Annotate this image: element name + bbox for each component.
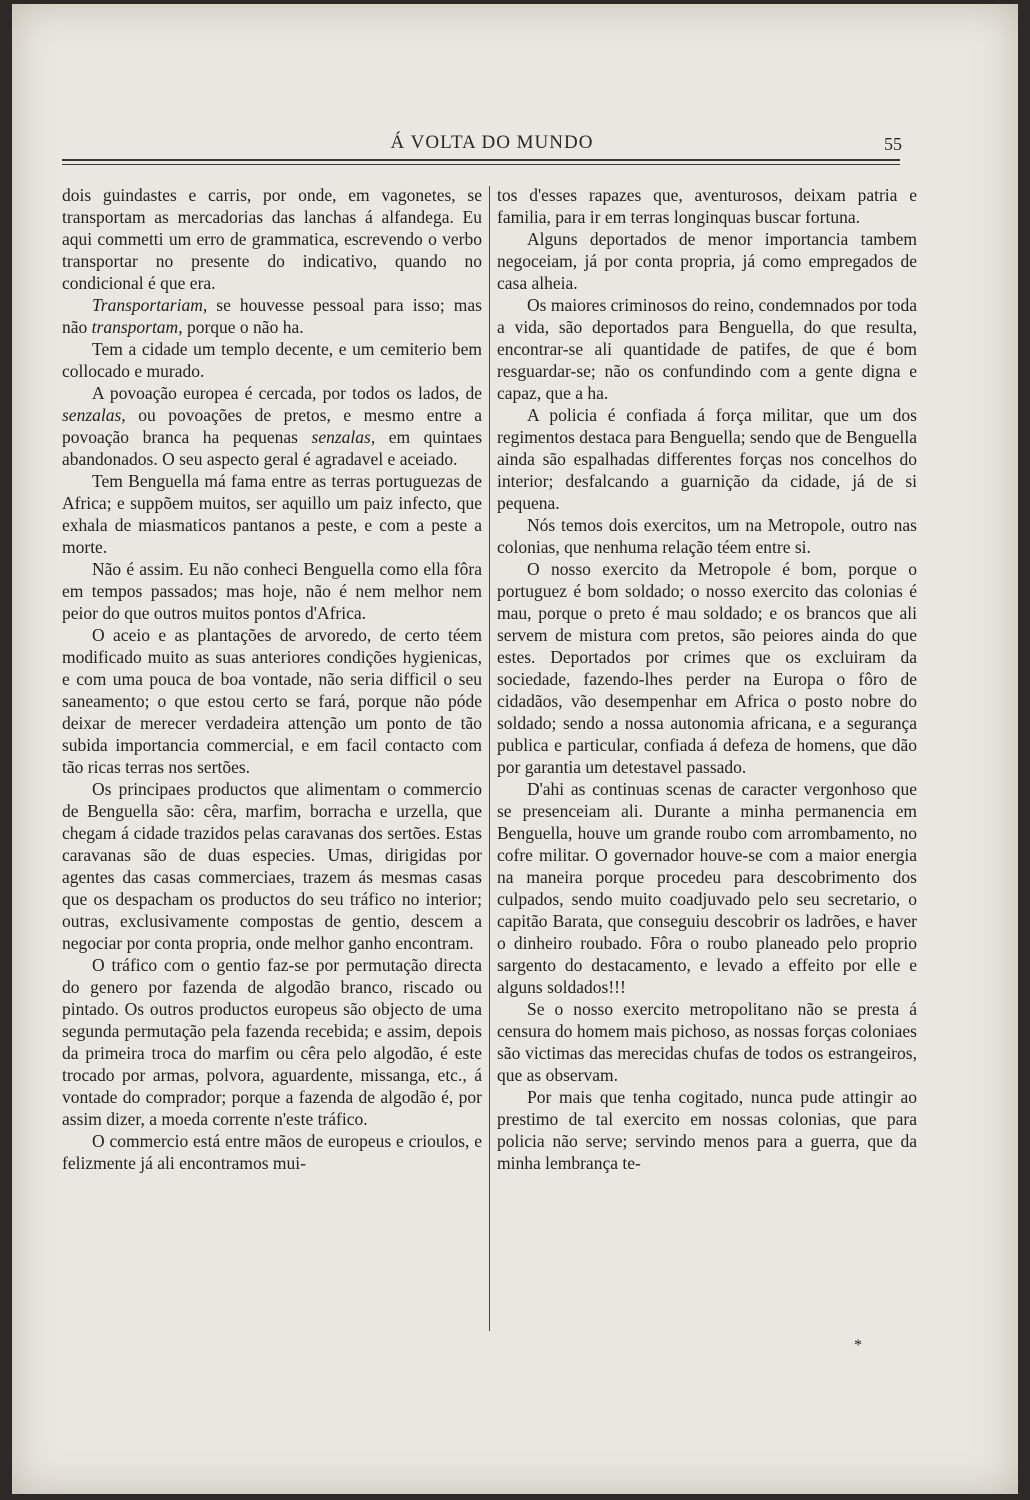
- paragraph: [62, 382, 482, 470]
- italic-text: Transportariam,: [92, 295, 208, 315]
- italic-text: transportam,: [91, 317, 183, 337]
- running-header: [62, 132, 922, 172]
- paragraph: O nosso exercito da Metropole é bom, porque o portuguez é bom soldado; o nosso exercito das colonias é mau, porque o preto é mau soldado; e os brancos que ali servem de mistura com pretos, são peiores ainda do que estes. Deportados por crimes que os excluiram da sociedade, fazendo-lhes perder na Europa o fôro de cidadãos, vão desempenhar em Africa o posto nobre do soldado; sendo a nossa autonomia africana, e a segurança publica e particular, confiada á defeza de homens, que dão por garantia um detestavel passado.: [497, 559, 917, 777]
- paragraph: Nós temos dois exercitos, um na Metropole, outro nas colonias, que nenhuma relação téem entre si.: [497, 515, 917, 557]
- paragraph: dois guindastes e carris, por onde, em vagonetes, se transportam as mercadorias das lanchas á alfandega. Eu aqui commetti um erro de grammatica, escrevendo o verbo transportar no presente do indicativo, quando no condicional é que era.: [62, 185, 482, 293]
- text-run: A povoação europea é cercada, por todos os lados, de: [92, 383, 482, 403]
- paragraph: Os maiores criminosos do reino, condemnados por toda a vida, são deportados para Benguella, do que resulta, encontrar-se ali quantidade de patifes, de que é bom resguardar-se; não os confundindo com a gente digna e capaz, que a ha.: [497, 295, 917, 403]
- footer-mark: *: [854, 1337, 862, 1354]
- column-divider: [489, 186, 490, 1331]
- italic-text: senzalas,: [62, 405, 126, 425]
- paragraph: Não é assim. Eu não conheci Benguella como ella fôra em tempos passados; mas hoje, não é nem melhor nem peior do que outros muitos pontos d'Africa.: [62, 559, 482, 623]
- paragraph: O tráfico com o gentio faz-se por permutação directa do genero por fazenda de algodão branco, riscado ou pintado. Os outros productos europeus são objecto de uma segunda permutação pela fazenda recebida; e assim, depois da primeira troca do marfim ou cêra pelo algodão, é este trocado por armas, polvora, aguardente, missanga, etc., á vontade do comprador; porque a fazenda de algodão é, por assim dizer, a moeda corrente n'este tráfico.: [62, 955, 482, 1129]
- text-run: porque o não ha.: [182, 317, 304, 337]
- paragraph: O commercio está entre mãos de europeus e crioulos, e felizmente já ali encontramos mui-: [62, 1131, 482, 1173]
- header-rule-thick: [62, 159, 900, 161]
- left-column: [62, 184, 482, 1344]
- paragraph: [62, 294, 482, 338]
- page-title: Á VOLTA DO MUNDO: [390, 132, 594, 153]
- paragraph: D'ahi as continuas scenas de caracter vergonhoso que se presenceiam ali. Durante a minha permanencia em Benguella, houve um grande roubo com arrombamento, no cofre militar. O governador houve-se com a maior energia na maneira porque procedeu para descobrimento dos culpados, sendo muito coadjuvado pelo seu secretario, o capitão Barata, que conseguiu descobrir os ladrões, e haver o dinheiro roubado. Fôra o roubo planeado pelo proprio sargento do destacamento, e levado a effeito por elle e alguns soldados!!!: [497, 779, 917, 997]
- right-column: [497, 184, 917, 1344]
- paragraph: O aceio e as plantações de arvoredo, de certo téem modificado muito as suas anteriores condições hygienicas, e com uma pouca de boa vontade, não seria difficil o seu saneamento; o que estou certo se fará, porque não póde deixar de merecer verdadeira attenção um ponto de tão subida importancia commercial, e em facil contacto com tão ricas terras nos sertões.: [62, 625, 482, 777]
- paragraph: A policia é confiada á força militar, que um dos regimentos destaca para Benguella; sendo que de Benguella ainda são espalhadas differentes forças nos concelhos do interior; desfalcando a guarnição da cidade, já de si pequena.: [497, 405, 917, 513]
- italic-text: senzalas,: [311, 427, 376, 447]
- header-rule-thin: [62, 164, 900, 165]
- paragraph: Tem a cidade um templo decente, e um cemiterio bem collocado e murado.: [62, 339, 482, 381]
- paragraph: Tem Benguella má fama entre as terras portuguezas de Africa; e suppõem muitos, ser aquillo um paiz infecto, que exhala de miasmaticos pantanos a peste, e com a peste a morte.: [62, 471, 482, 557]
- text-run: ou povoações de pretos, e mesmo entre a povoação branca ha pequenas: [62, 405, 482, 447]
- page-number: 55: [884, 134, 902, 154]
- book-page: [12, 4, 1018, 1494]
- paragraph: Alguns deportados de menor importancia tambem negoceiam, já por conta propria, já como empregados de casa alheia.: [497, 229, 917, 293]
- paragraph: Se o nosso exercito metropolitano não se presta á censura do homem mais pichoso, as nossas forças coloniaes são victimas das merecidas chufas de todos os estrangeiros, que as observam.: [497, 999, 917, 1085]
- text-run: em quintaes abandonados. O seu aspecto geral é agradavel e aceiado.: [62, 427, 483, 469]
- paragraph: tos d'esses rapazes que, aventurosos, deixam patria e familia, para ir em terras longinquas buscar fortuna.: [497, 185, 917, 227]
- paragraph: Os principaes productos que alimentam o commercio de Benguella são: cêra, marfim, borracha e urzella, que chegam á cidade trazidos pelas caravanas dos sertões. Estas caravanas são de duas especies. Umas, dirigidas por agentes das casas commerciaes, trazem ás mesmas casas que os despacham os productos do seu tráfico no interior; outras, exclusivamente compostas de gentio, descem a negociar por conta propria, onde melhor ganho encontram.: [62, 779, 482, 953]
- text-run: se houvesse pessoal para isso; mas não: [62, 295, 482, 337]
- paragraph: Por mais que tenha cogitado, nunca pude attingir ao prestimo de tal exercito em nossas colonias, que para policia não serve; servindo menos para a guerra, que da minha lembrança te-: [497, 1087, 917, 1173]
